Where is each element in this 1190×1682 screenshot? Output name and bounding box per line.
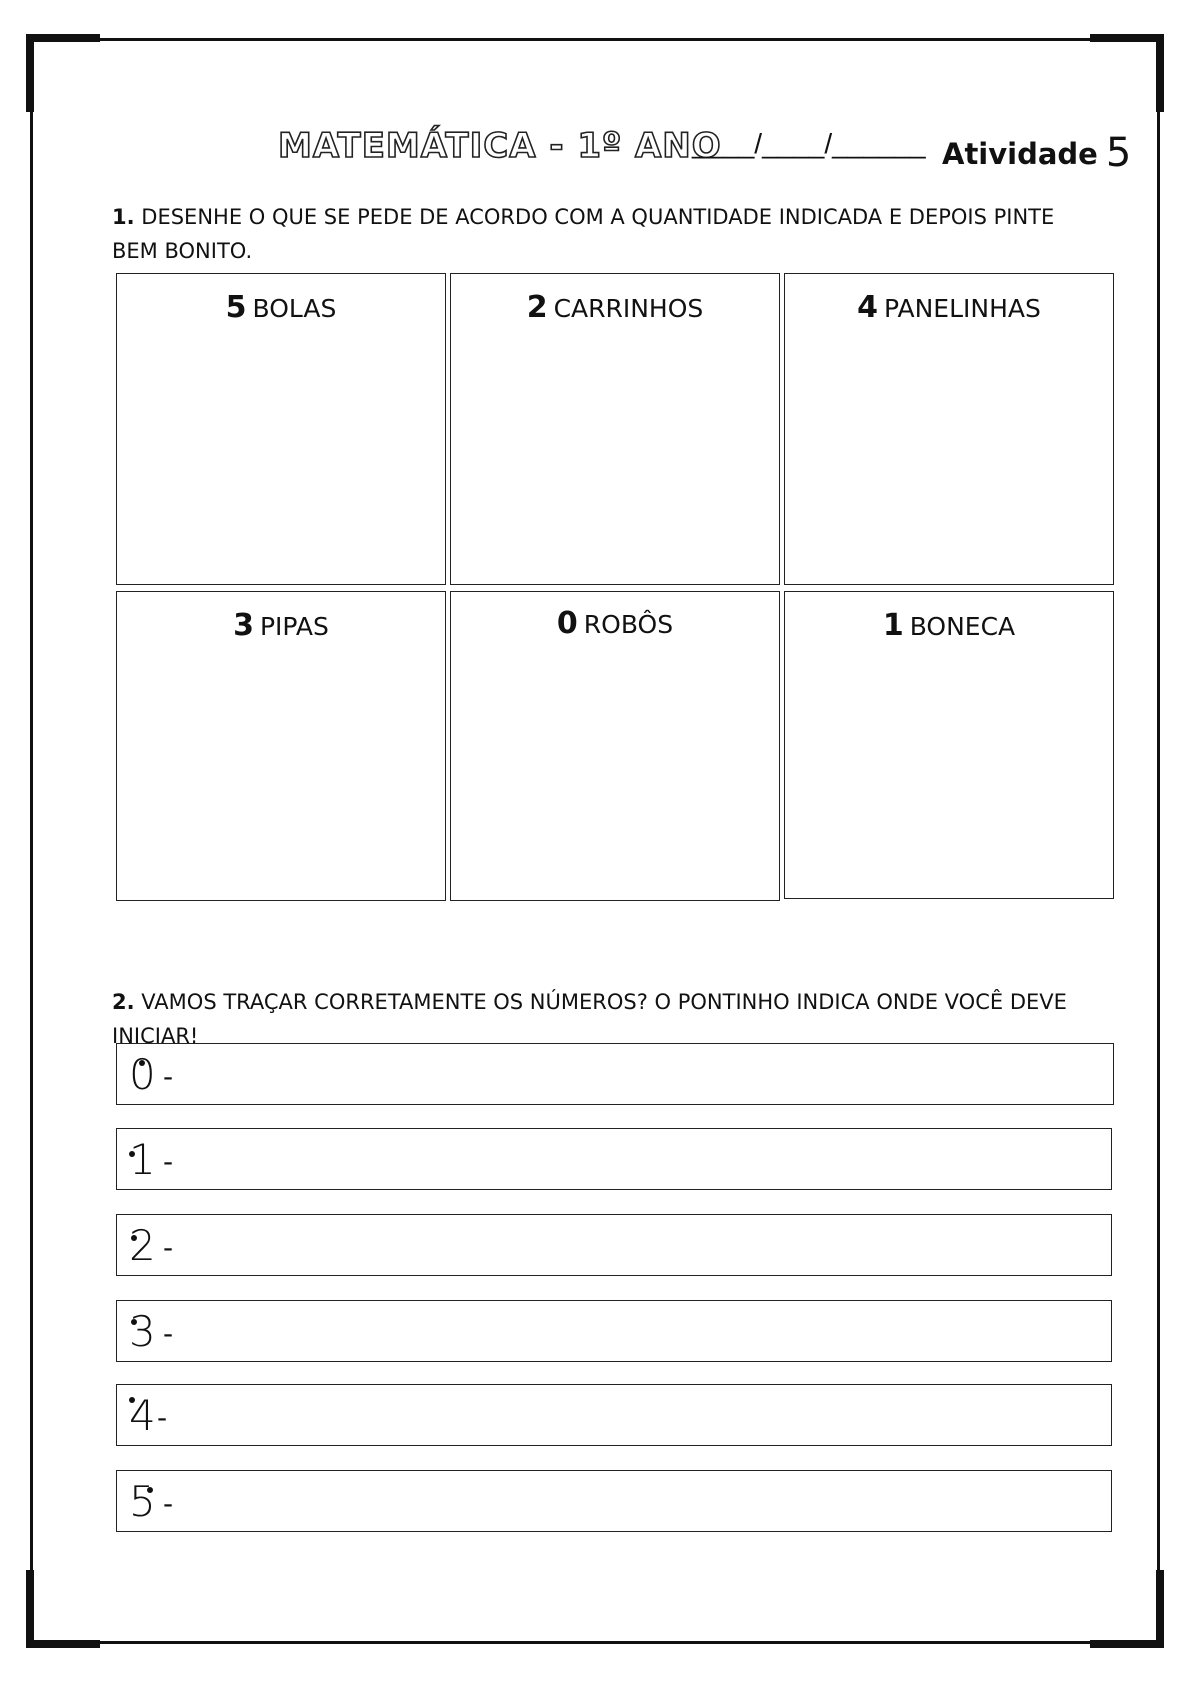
activity-number: 5 <box>1105 130 1132 176</box>
corner-mark-top-left <box>26 34 100 42</box>
tracing-digit: 4 <box>129 1391 156 1440</box>
tracing-dash: - <box>157 1401 168 1434</box>
tracing-dash: - <box>163 1317 174 1350</box>
corner-mark-top-left-v <box>26 34 34 112</box>
tracing-dash: - <box>163 1231 174 1264</box>
drawing-box-panelinhas[interactable] <box>784 273 1114 585</box>
drawing-box-carrinhos[interactable] <box>450 273 780 585</box>
box-label: 2 CARRINHOS <box>526 290 704 325</box>
tracing-row-3[interactable] <box>116 1300 1112 1362</box>
tracing-digit: 5 <box>129 1477 156 1526</box>
activity-label <box>942 128 1131 174</box>
corner-mark-bottom-left <box>26 1640 100 1648</box>
corner-mark-bottom-right <box>1090 1640 1164 1648</box>
tracing-row-4[interactable] <box>116 1384 1112 1446</box>
drawing-box-robos[interactable] <box>450 591 780 901</box>
tracing-row-2[interactable] <box>116 1214 1112 1276</box>
question-2-number: 2. <box>112 990 135 1014</box>
worksheet-title: MATEMÁTICA - 1º ANO <box>278 126 722 166</box>
box-label: 5 BOLAS <box>225 290 337 325</box>
tracing-dash: - <box>163 1060 174 1093</box>
tracing-row-1[interactable] <box>116 1128 1112 1190</box>
corner-mark-top-right-v <box>1156 34 1164 112</box>
question-1-instruction: DESENHE O QUE SE PEDE DE ACORDO COM A QUANTIDADE INDICADA E DEPOIS PINTE BEM BONITO. <box>112 205 1055 263</box>
tracing-dash: - <box>163 1487 174 1520</box>
tracing-row-5[interactable] <box>116 1470 1112 1532</box>
drawing-grid <box>116 273 1112 899</box>
corner-mark-bottom-left-v <box>26 1570 34 1648</box>
tracing-dash: - <box>163 1145 174 1178</box>
activity-label-text: Atividade <box>942 137 1098 171</box>
question-2-instruction: VAMOS TRAÇAR CORRETAMENTE OS NÚMEROS? O PONTINHO INDICA ONDE VOCÊ DEVE INICIAR! <box>112 990 1067 1048</box>
date-field[interactable]: ____/____/______ <box>692 128 926 159</box>
drawing-box-bolas[interactable] <box>116 273 446 585</box>
question-1-text <box>112 200 1072 268</box>
tracing-digit: 1 <box>129 1135 156 1184</box>
drawing-box-boneca[interactable] <box>784 591 1114 899</box>
question-1-number: 1. <box>112 205 135 229</box>
drawing-box-pipas[interactable] <box>116 591 446 901</box>
corner-mark-bottom-right-v <box>1156 1570 1164 1648</box>
box-label: 3 PIPAS <box>233 608 329 643</box>
tracing-digit: 0 <box>129 1050 156 1099</box>
tracing-digit: 3 <box>129 1307 156 1356</box>
box-label: 4 PANELINHAS <box>857 290 1041 325</box>
box-label: 0 ROBÔS <box>556 606 674 641</box>
tracing-digit: 2 <box>129 1221 156 1270</box>
tracing-row-0[interactable] <box>116 1043 1114 1105</box>
box-label: 1 BONECA <box>882 608 1016 643</box>
corner-mark-top-right <box>1090 34 1164 42</box>
